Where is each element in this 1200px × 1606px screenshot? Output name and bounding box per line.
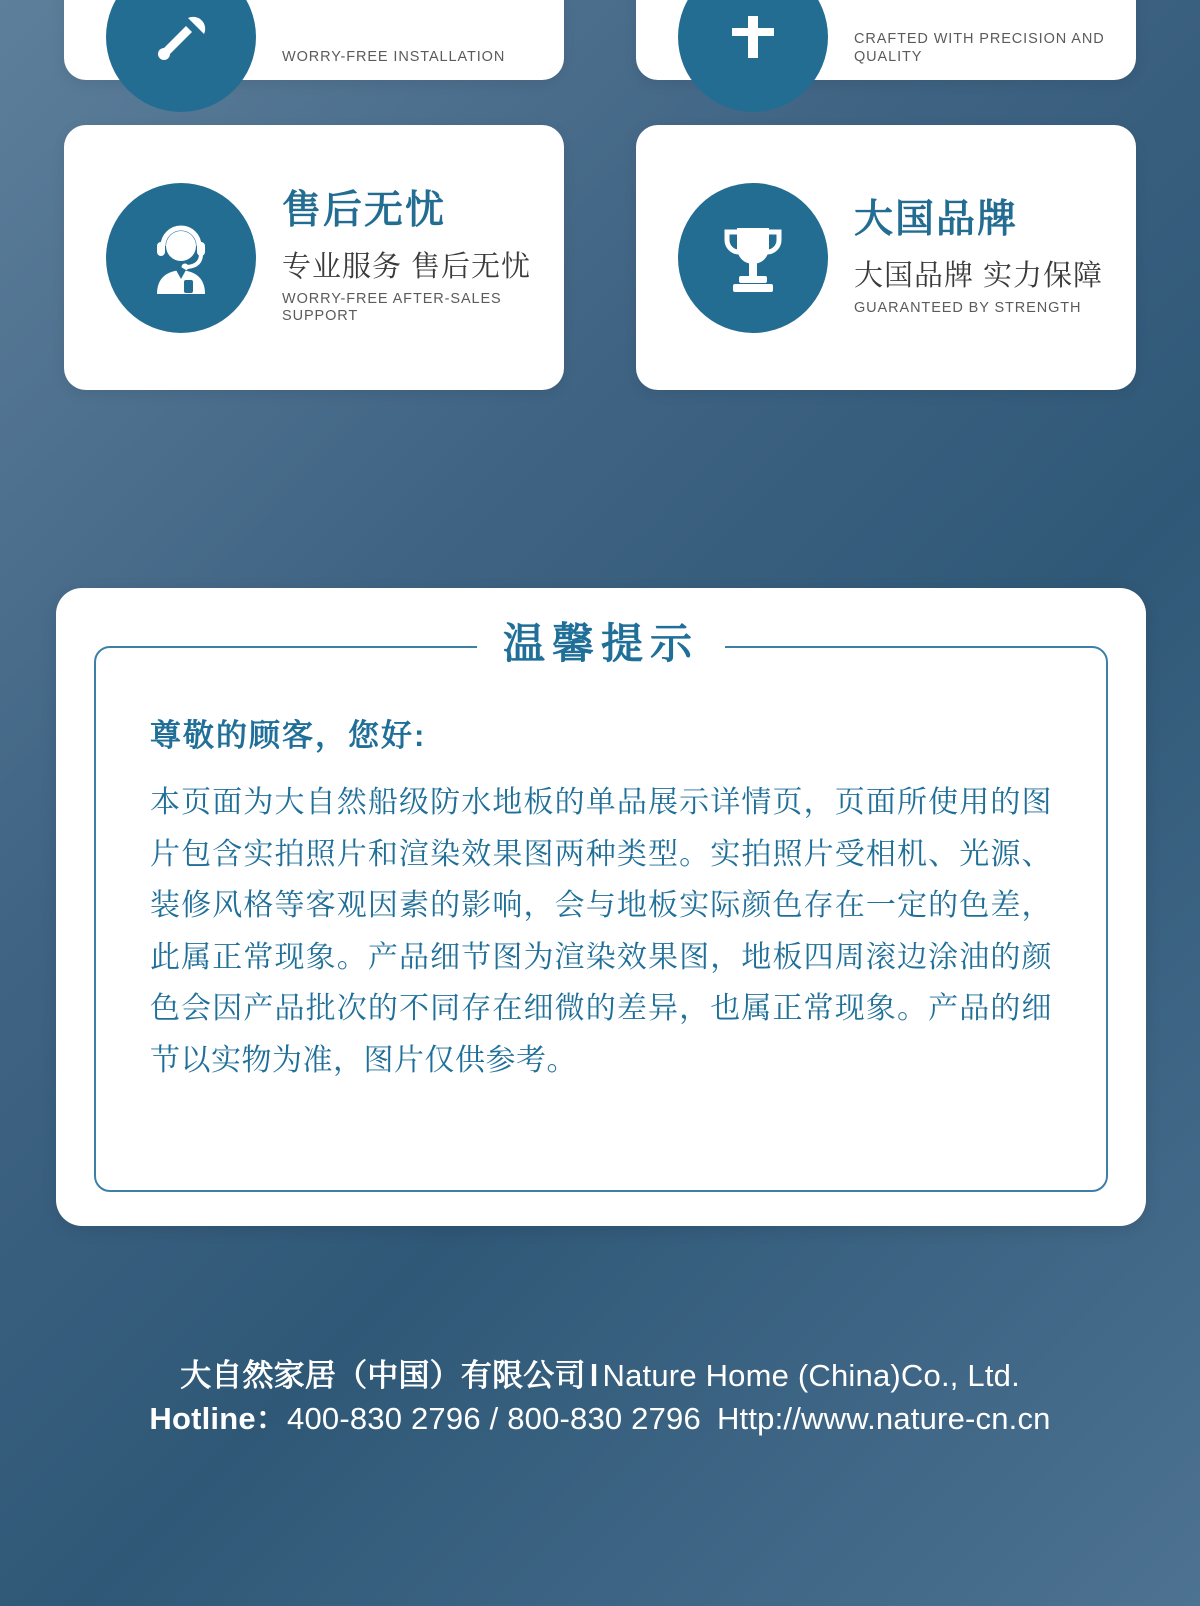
feature-card-installation-text [282, 27, 505, 66]
feature-card-grid [64, 0, 1136, 390]
tips-heading-text: 温馨提示 [477, 613, 725, 675]
feature-card-brand-text [854, 198, 1103, 317]
feature-card-subtitle: 大国品牌 实力保障 [854, 259, 1104, 292]
footer [0, 1355, 1200, 1442]
tips-paragraph: 本页面为大自然船级防水地板的单品展示详情页，页面所使用的图片包含实拍照片和渲染效果图两种类型。实拍照片受相机、光源、装修风格等客观因素的影响，会与地板实际颜色存在一定的色差，此属正常现象。产品细节图为渲染效果图，地板四周滚边涂油的颜色会因产品批次的不同存在细微的差异，也属正常现象。产品的细节以实物为准，图片仅供参考。 [150, 786, 1052, 1077]
feature-card-english: WORRY-FREE AFTER-SALES SUPPORT [282, 290, 502, 325]
tips-body [96, 648, 1106, 1087]
footer-hotline-numbers: 400-830 2796 / 800-830 2796 [287, 1400, 701, 1436]
feature-card-title: 售后无忧 [282, 189, 447, 233]
trophy-icon [678, 183, 828, 333]
footer-company-en: Nature Home (China)Co., Ltd. [602, 1358, 1020, 1393]
installation-icon [106, 0, 256, 112]
feature-card-english: WORRY-FREE INSTALLATION [282, 48, 506, 65]
feature-card-after-sales [64, 125, 564, 390]
headset-support-icon [106, 183, 256, 333]
footer-separator: l [589, 1358, 599, 1393]
feature-card-after-sales-text [282, 189, 534, 325]
footer-hotline-label: Hotline： [149, 1400, 288, 1436]
craft-icon [678, 0, 828, 112]
footer-contact-line [0, 1397, 1200, 1442]
footer-website[interactable]: Http://www.nature-cn.cn [716, 1400, 1051, 1436]
feature-card-english: GUARANTEED BY STRENGTH [854, 299, 1082, 316]
tips-panel [56, 588, 1146, 1226]
footer-company-line [0, 1355, 1200, 1397]
feature-card-craft-text [854, 9, 1106, 66]
feature-card-title: 大国品牌 [854, 197, 1019, 241]
footer-company-cn: 大自然家居（中国）有限公司 [180, 1358, 586, 1393]
feature-card-craft [636, 0, 1136, 80]
feature-card-brand [636, 125, 1136, 390]
feature-card-installation [64, 0, 564, 80]
tips-panel-border [94, 620, 1108, 1192]
feature-card-subtitle: 专业服务 售后无忧 [282, 251, 532, 284]
feature-card-english: CRAFTED WITH PRECISION AND QUALITY [854, 31, 1105, 65]
tips-greeting: 尊敬的顾客，您好: [150, 718, 427, 753]
